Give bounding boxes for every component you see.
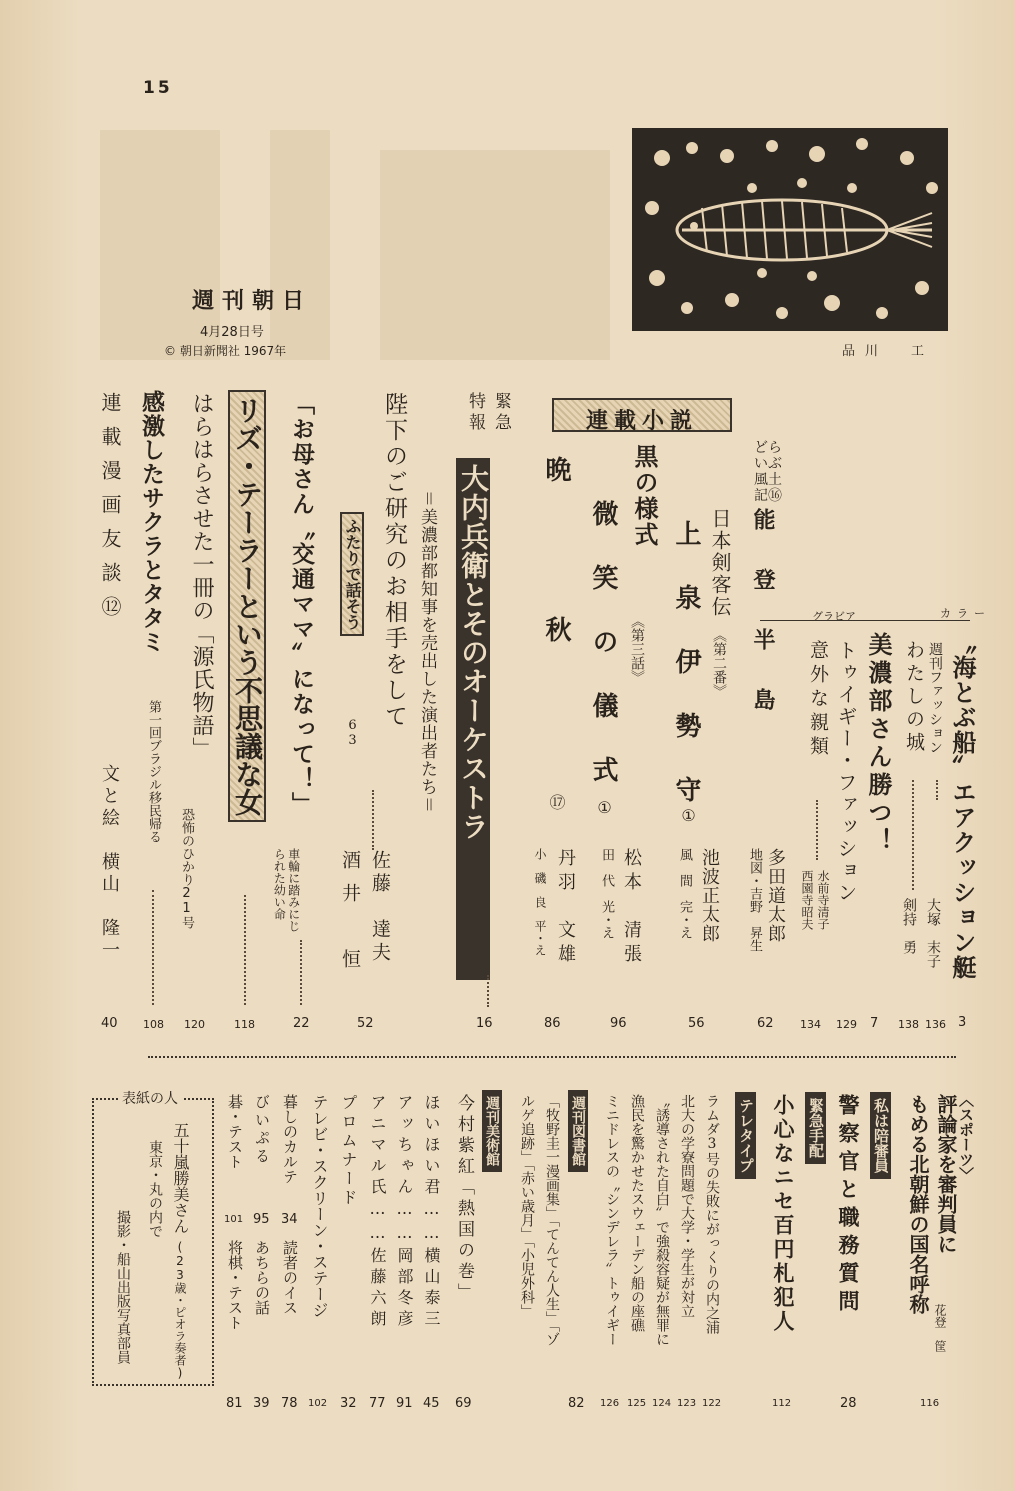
page-118: 118 <box>234 1018 255 1031</box>
item-rensai-manga: 連載漫画友談⑫ <box>98 392 122 630</box>
page-39: 39 <box>253 1396 270 1411</box>
misc-item-1: ほいほい君……横山泰三 <box>422 1094 441 1331</box>
illustrator-kazama: 風 間 完・え <box>677 848 692 939</box>
masthead <box>140 284 340 359</box>
item-ouchi-hyoe: 大内兵衛とそのオーケストラ <box>456 458 490 980</box>
item-heika-kenkyu: 陛下のご研究のお相手をして <box>381 392 407 730</box>
museum-item-1: 今村紫紅「熱国の巻」 <box>454 1094 474 1304</box>
item-noto-hanto: 能 登 半 島 <box>750 508 776 718</box>
page-96: 96 <box>610 1016 627 1031</box>
page-34: 34 <box>281 1212 298 1227</box>
subtitle-ouchi: ＝美濃部都知事を売出した演出者たち＝ <box>417 490 437 814</box>
item-nise-hyakuen: 小心なニセ百円札犯人 <box>771 1094 796 1334</box>
page-78: 78 <box>281 1396 298 1411</box>
library-head: 週刊図書館 <box>568 1090 588 1172</box>
item-kamiizumi-isenokami: 上 泉 伊 勢 守 <box>671 520 701 808</box>
library-item-1: 「牧野圭一漫画集」「てんてん人生」「ゾ <box>544 1094 560 1346</box>
subtitle-sharin: 車輪に踏みにじられた幼い命 <box>272 848 301 932</box>
page-138: 138 <box>898 1018 919 1031</box>
misc-item-7b: あちらの話 <box>253 1240 271 1315</box>
marker-17: ⑰ <box>547 794 566 810</box>
woodcut-artwork <box>632 128 948 331</box>
series-nihon-kenkakuden: 日本剣客伝 <box>708 508 732 618</box>
baiseki-head: 私は陪審員 <box>870 1092 891 1179</box>
misc-item-3: アニマル氏……佐藤六朗 <box>368 1094 387 1331</box>
misc-item-6a: 暮しのカルテ <box>281 1094 299 1184</box>
page-123: 123 <box>677 1398 697 1409</box>
page-86: 86 <box>544 1016 561 1031</box>
item-bisho-no-gishiki: 微 笑 の 儀 式 <box>588 500 618 788</box>
artwork-credit: 品川 工 <box>842 344 935 359</box>
page-69: 69 <box>455 1396 472 1411</box>
author-ikenami: 池波正太郎 <box>699 848 720 943</box>
author-suizenji: 水前寺清子 <box>816 870 830 930</box>
page-82: 82 <box>568 1396 585 1411</box>
author-otsuka: 大塚 末子 <box>925 898 941 968</box>
page-134: 134 <box>800 1018 821 1031</box>
label-gravure: グラビア <box>812 610 856 623</box>
item-minobe-wins: 美濃部さん勝つ！ <box>864 632 893 856</box>
page-22: 22 <box>293 1016 310 1031</box>
page-95: 95 <box>253 1212 270 1227</box>
item-genji-monogatari: はらはらさせた一冊の「源氏物語」 <box>189 392 214 760</box>
cover-desc: (23歳・ピオラ奏者) <box>173 1240 187 1380</box>
misc-item-2: アッちゃん……岡部冬彦 <box>395 1094 414 1331</box>
author-saionji: 西園寺昭夫 <box>800 870 814 930</box>
page-122: 122 <box>702 1398 722 1409</box>
page-116: 116 <box>920 1398 940 1409</box>
series-drive-fudoki: どらいぶ風土記⑯ <box>754 440 782 505</box>
sports-author: 花登 筐 <box>933 1304 947 1352</box>
page-112: 112 <box>772 1398 792 1409</box>
page-52: 52 <box>357 1016 374 1031</box>
author-sakai: 酒井 恒 <box>339 850 361 982</box>
page-62: 62 <box>757 1016 774 1031</box>
misc-item-5: テレビ・スクリーン・ステージ <box>310 1094 329 1318</box>
cover-place: 東京・丸の内で <box>147 1140 163 1238</box>
misc-item-8b: 将棋・テスト <box>226 1240 244 1330</box>
page-125: 125 <box>627 1398 647 1409</box>
page-77: 77 <box>369 1396 386 1411</box>
teletype-item-4: 漁民を驚かせたスウェーデン船の座礁 <box>629 1094 645 1332</box>
page-7: 7 <box>870 1016 879 1031</box>
illustrator-koiso: 小 磯 良 平・え <box>533 848 547 956</box>
subtitle-brazil: 第一回ブラジル移民帰る <box>146 700 161 843</box>
illustrator-yoshino: 地図・吉野 昇生 <box>747 848 762 952</box>
page-102: 102 <box>308 1398 328 1409</box>
item-twiggy-fashion: トゥイギー・ファッション <box>834 640 858 904</box>
label-futari-de-hanaso: ふたりで話そう <box>340 512 364 636</box>
magazine-title: 週刊朝日 <box>191 288 312 314</box>
page-32: 32 <box>340 1396 357 1411</box>
museum-head: 週刊美術館 <box>482 1090 502 1172</box>
page-number: 15 <box>143 78 173 98</box>
library-item-2: ルゲ追跡」「赤い歳月」「小児外科」 <box>519 1094 535 1318</box>
label-kinkyu: 緊急 <box>491 392 511 434</box>
page-129: 129 <box>836 1018 857 1031</box>
item-sakura-tatami: 感激したサクラとタタミ <box>138 390 165 654</box>
page-40: 40 <box>101 1016 118 1031</box>
page-28: 28 <box>840 1396 857 1411</box>
sports-title1: 評論家を審判員に <box>934 1094 958 1254</box>
sports-head: 〈スポーツ〉 <box>957 1092 975 1182</box>
page-108: 108 <box>143 1018 164 1031</box>
teletype-item-2: 北大の学寮問題で大学・学生が対立 <box>679 1094 695 1318</box>
marker-1b: ① <box>595 798 614 817</box>
sports-title2: もめる北朝鮮の国名呼称 <box>906 1094 930 1314</box>
episode-daini: 《第二番》 <box>711 628 727 698</box>
page-91: 91 <box>396 1396 413 1411</box>
item-fashion: 週刊ファッション <box>927 642 943 754</box>
label-color: カラー <box>940 607 991 620</box>
page-126: 126 <box>600 1398 620 1409</box>
cover-name: 五十嵐勝美さん <box>171 1122 190 1234</box>
subtitle-kyofu: 恐怖のひかり21号 <box>179 808 194 929</box>
teletype-head: テレタイプ <box>735 1092 756 1179</box>
teletype-item-5: ミニドレスの〝シンデレラ〟トゥイギー <box>604 1094 620 1346</box>
cover-head: 表紙の人 <box>118 1088 182 1108</box>
page-136: 136 <box>925 1018 946 1031</box>
kinkyu-head: 緊急手配 <box>805 1092 826 1164</box>
section-rensai-shosetsu: 連載小説 <box>552 398 732 432</box>
item-watashi-no-shiro: わたしの城 <box>903 640 925 755</box>
page-45: 45 <box>423 1396 440 1411</box>
teletype-item-3: 〝誘導された自白〟で強殺容疑が無罪に <box>654 1094 670 1346</box>
author-niwa: 丹羽 文雄 <box>555 848 576 968</box>
marker-1a: ① <box>679 806 698 825</box>
issue-date: 4月28日号 <box>200 325 264 340</box>
page-124: 124 <box>652 1398 672 1409</box>
misc-item-6b: 読者のイス <box>281 1240 299 1315</box>
label-tokuho: 特報 <box>465 392 485 434</box>
misc-item-8a: 碁・テスト <box>226 1094 244 1169</box>
illustrator-tashiro: 田 代 光・え <box>599 848 614 939</box>
cover-credit: 撮影・船山出版写真部員 <box>115 1210 131 1364</box>
cover-person-box <box>92 1091 214 1386</box>
item-banshu: 晩 秋 <box>541 456 571 656</box>
item-liz-taylor: リズ・テーラーという不思議な女 <box>228 390 266 822</box>
author-matsumoto: 松本 清張 <box>621 848 642 968</box>
author-yokoyama-ryuichi: 文と絵 横山 隆一 <box>99 764 120 962</box>
series-kuro-no-yoshiki: 黒の様式 <box>630 444 659 548</box>
marker-63: 63 <box>345 718 360 748</box>
item-hovercraft: 〝海とぶ船〟エアクッション艇 <box>948 630 977 980</box>
item-igai-na-shinrui: 意外な親類 <box>807 640 829 760</box>
teletype-item-1: ラムダ3号の失敗にがっくりの内之浦 <box>704 1094 720 1334</box>
page-56: 56 <box>688 1016 705 1031</box>
page-101: 101 <box>224 1214 244 1225</box>
episode-daisan: 《第三話》 <box>629 614 645 684</box>
page-3: 3 <box>958 1015 967 1030</box>
section-divider <box>148 1056 956 1058</box>
fish-woodcut-icon <box>632 128 948 331</box>
author-tada: 多田道太郎 <box>765 848 786 943</box>
author-sato: 佐藤 達夫 <box>369 850 391 965</box>
author-kenmochi: 剣持 勇 <box>901 898 917 954</box>
misc-item-4: プロムナード <box>339 1094 358 1208</box>
misc-item-7a: びいぷる <box>253 1094 271 1166</box>
page-16: 16 <box>476 1016 493 1031</box>
page-120: 120 <box>184 1018 205 1031</box>
page-81: 81 <box>226 1396 243 1411</box>
item-keisatsukan: 警察官と職務質問 <box>836 1094 861 1318</box>
copyright: © 朝日新聞社 1967年 <box>164 344 287 358</box>
item-okasan-kotsu-mama: 「お母さん〝交通ママ〟になって！」 <box>288 392 315 817</box>
